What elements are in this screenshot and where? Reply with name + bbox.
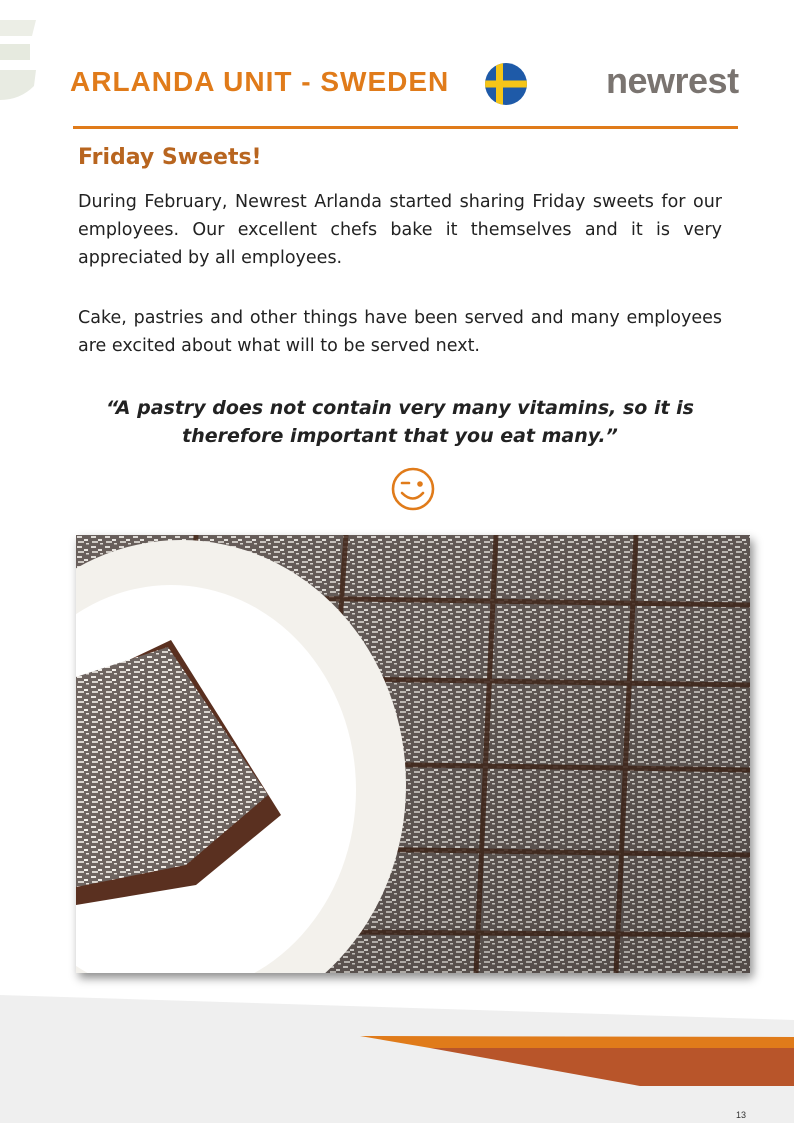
article-paragraph: During February, Newrest Arlanda started sharing Friday sweets for our employees. Our excellent chefs bake it themselves and it is very appreciated by all employees. — [78, 192, 722, 268]
winking-smiley-icon — [390, 466, 436, 512]
header-divider — [73, 126, 738, 129]
footer-decoration — [0, 980, 794, 1123]
quote-line: “A pastry does not contain very many vitamins, so it is — [105, 397, 694, 419]
sweden-flag-icon — [484, 62, 528, 106]
page-number: 13 — [736, 1110, 747, 1120]
newrest-logo: newrest — [606, 60, 739, 101]
quote-line: therefore important that you eat many.” — [182, 425, 618, 447]
article-title: Friday Sweets! — [78, 145, 262, 170]
pastry-quote — [78, 394, 722, 450]
unit-title: ARLANDA UNIT - SWEDEN — [70, 66, 450, 97]
article-paragraph: Cake, pastries and other things have been served and many employees are excited about what will to be served next. — [78, 308, 722, 356]
corner-decoration — [0, 0, 40, 110]
cake-photo — [76, 535, 750, 973]
coconut-chocolate-cake-photo — [76, 535, 750, 973]
